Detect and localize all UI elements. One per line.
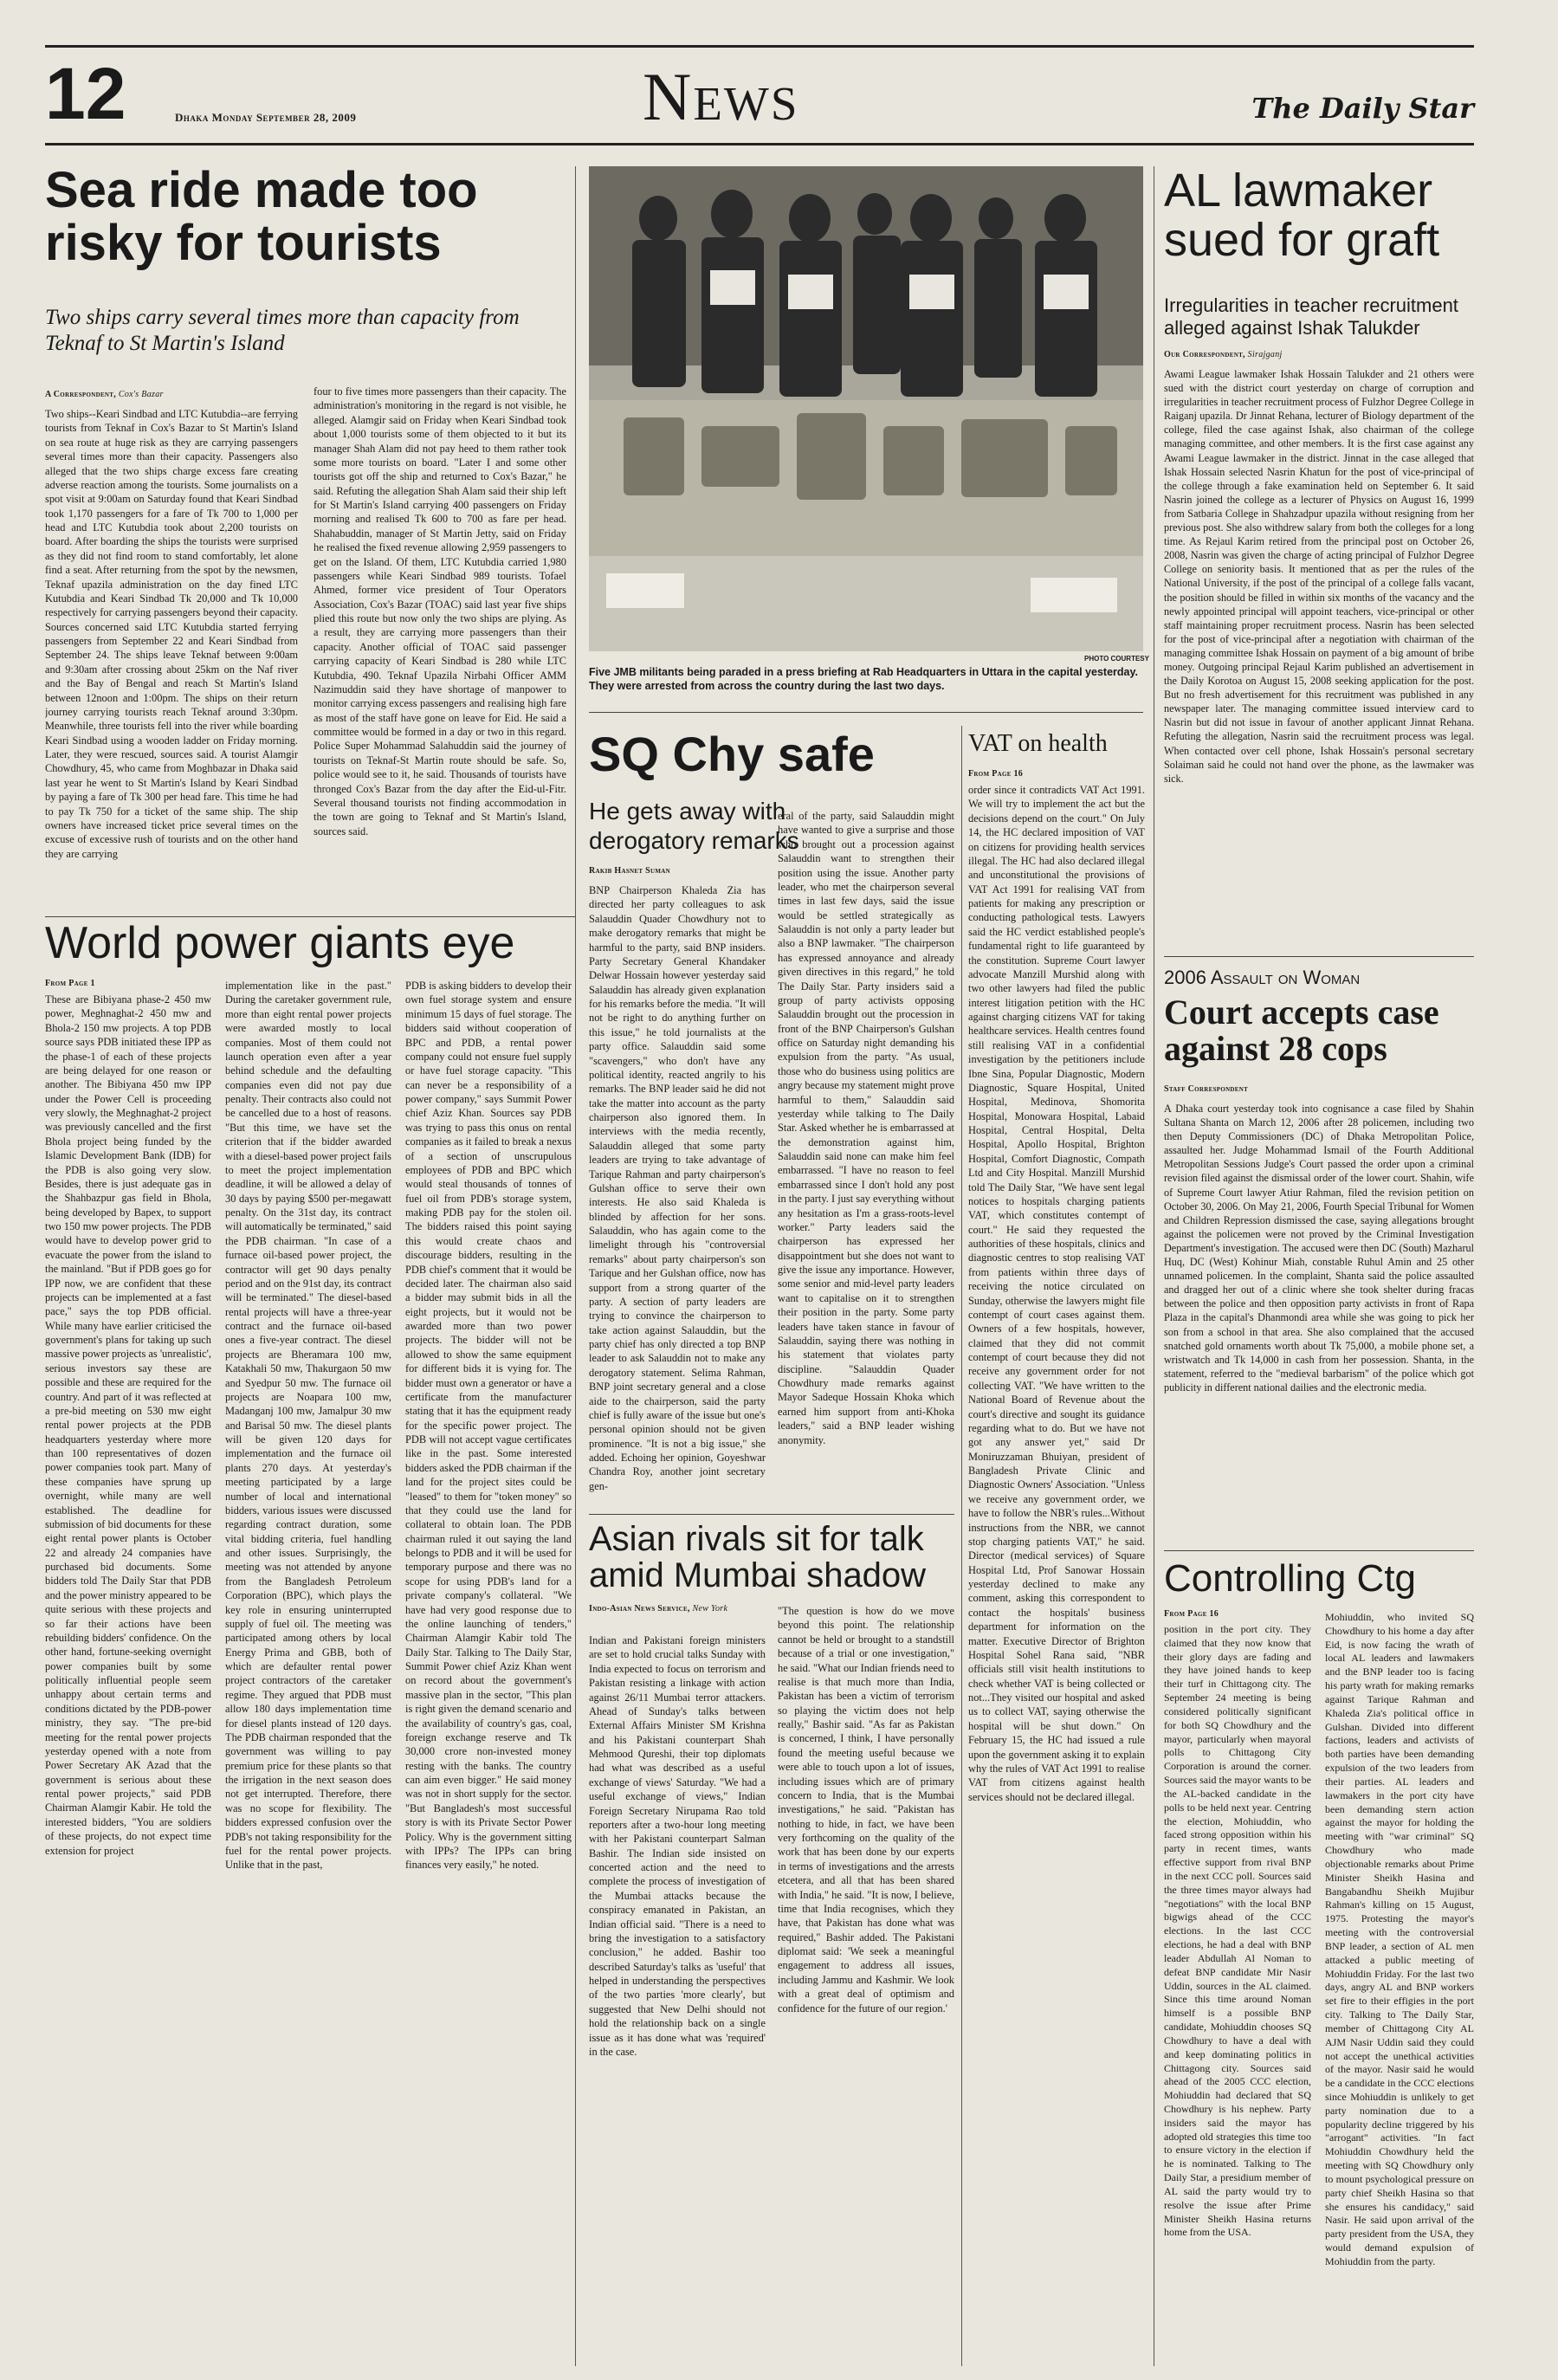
world-from: From Page 1	[45, 979, 95, 988]
al-byline-place: Sirajganj	[1247, 350, 1283, 359]
world-column-3: PDB is asking bidders to develop their own fuel storage system and ensure minimum 15 days of fuel storage. The bidders said without cooperation of BPC and PDB, a rental power company could not ensure fuel supply or have fuel storage capacity. "This can never be a responsibility of a power company," says Summit Power chief Aziz Khan. Sources say PDB was trying to pass this onus on rental companies as it failed to break a nexus of a section of unscrupulous employees of PDB and BPC which would steal thousands of tonnes of fuel oil from PDB's storage system, making PDB pay for the stolen oil. The bidders raised this point saying this would create chaos and discourage bidders, resulting in the PDB chief's comment that it would be decided later. The chairman also said a bidder may submit bids in all the eight projects, but it would not be awarded more than two power projects. The bidder will not be allowed to show the same equipment for different bids it is vying for. The bidder must own a generator or have a certificate from the manufacturer stating that it has the equipment ready for the specific power project. The PDB will not accept vague certificates like in the past. Some interested bidders asked the PDB chairman if the land for the project sites could be "leased" to them for "token money" so that they could use the land for collateral to obtain loan. The PDB chairman ruled it out saying the land belongs to PDB and it will be used for temporary purpose and there was no scope for using PDB's land for a private company's collateral. "We have had very good response due to the online launching of tenders," Chairman Alamgir Kabir told The Daily Star. Talking to The Daily Star, Summit Power chief Aziz Khan went on record about the government's massive plan in the sector, "This plan is right given the demand scenario and the availability of country's gas, coal, foreign exchange reserve and Tk 30,000 crore non-invested money resting with the banks. The country can aim even bigger." He said money was not in short supply for the sector. "But Bangladesh's most successful story is with its Private Sector Power Policy. Why is the government sitting with IPPs? The IPPs can bring finances very easily," he noted.	[405, 980, 572, 1872]
cops-kicker: 2006 Assault on Woman	[1164, 967, 1361, 988]
rule-under-caption	[589, 712, 1143, 713]
sq-headline: SQ Chy safe	[589, 727, 875, 781]
newspaper-page	[45, 45, 1474, 2349]
dateline: Dhaka Monday September 28, 2009	[175, 111, 357, 124]
paper-name: The Daily Star	[1251, 92, 1474, 125]
world-column-2: implementation like in the past." During the caretaker government rule, more than eight rental power projects were awarded mostly to local companies. Most of them could not launch operation even after a year behind schedule and the defaulting companies even did not pay due penalty. Their contracts also could not be cancelled due to a host of reasons. "But this time, we have set the criterion that if the bidder awarded with a diesel-based power project fails to meet the project implementation deadline, it will be allowed a delay of 30 days by paying $500 per-megawatt penalty. On the 31st day, its contract will automatically be terminated," said the PDB chairman. "In case of a furnace oil-based power project, the contractor will get 90 days penalty period and on the 91st day, its contract will be terminated." The diesel-based rental projects will have a three-year contract and the furnace oil-based ones a five-year contract. The diesel projects are Bheramara 100 mw, Katakhali 50 mw, Thakurgaon 50 mw and Syedpur 50 mw. The furnace oil projects are Noapara 100 mw, Madanganj 100 mw, Jamalpur 30 mw and Barisal 50 mw. The diesel plants will be given 120 days for implementation and the furnace oil plants 270 days. At yesterday's meeting participated by a large number of local and international bidders, various issues were discussed regarding contract duration, some vital bidding criteria, fuel handling and other issues. Surprisingly, the meeting was not attended by anyone from the Bangladesh Petroleum Corporation (BPC), which plays the key role in ensuring uninterrupted supply of fuel oil. The meeting was participated among others by local Energy Prima and GBB, both of which are defaulter rental power project contractors of the caretaker regime. They argued that PDB must allow 180 days implementation time for diesel plants instead of 120 days. The PDB chairman responded that the government was willing to pay premium price for these plants so that the irrigation in the next season does not get interrupted. Therefore, there was no scope for flexibility. The bidders expressed confusion over the PDB's not taking responsibility for the fuel for the rental power projects. Unlike that in the past,	[225, 980, 391, 1872]
sea-column-2: four to five times more passengers than their capacity. The administration's monitoring in the regard is not visible, he alleged. Alamgir said on Friday when Keari Sindbad took about 1,000 tourists some of them objected to it but its manager Shah Alam did not pay heed to them rather took some more tourists on board. "Later I and some other tourists got off the ship and returned to Cox's Bazar," he said. Refuting the allegation Shah Alam said their ship left for St Martin's Island carrying 400 passengers on Friday morning and realised Tk 600 to 700 as fare per head. Shahabuddin, manager of St Martin Jetty, said on Friday he realised the fixed revenue allowing 2,959 passengers to get on the Island. Of them, LTC Kutubdia carried 1,980 passengers while Keari Sindbad 989 tourists. Tofael Ahmed, former vice president of Tour Operators Association, Cox's Bazar (TOAC) said last year five ships plied this route but now only the two ships are plying. As a result, they are carrying more passengers than their capacity. Another official of TOAC said passenger carrying capacity of Keari Sindbad is 280 while LTC Kutubdia, 490. Teknaf Upazila Nirbahi Officer AMM Nazimuddin said they have shortage of manpower to monitor carrying excess passengers and realising high fare as most of the staff have gone on leave for Eid. He said a committee would be formed in a day or two in this regard. Police Super Mohammad Salahuddin said the journey of tourists on Teknaf-St Martin route should be safe. So, police would see to it, he said. Thousands of tourists have thronged Cox's Bazar from the day after the Eid-ul-Fitr. Several thousand tourists not finding accommodation in the town are going to Teknaf and St Martin's Island, sources said.	[314, 385, 566, 838]
militants-photo	[589, 166, 1143, 651]
asian-column-2: "The question is how do we move beyond this point. The relationship cannot be held or brought to a standstill because of a trial or one investigation," he said. "What our Indian friends need to realise is that much more than India, Pakistan has been a victim of terrorism so playing the victim does not help really," Bashir said. "As far as Pakistan is concerned, I think, I have personally found the meeting useful because we were able to touch upon a lot of issues, including issues which are of primary concern to India, that is the Mumbai investigations," he said. "Pakistan has nothing to hide, in fact, we have been very forthcoming on the quality of the work that has been done by our experts in terms of investigations and the arrests etcetera, and all that has been shared with India," he said. "It is now, I believe, time that India recognises, which they have, that Pakistan has done what was required," Bashir added. The Pakistani diplomat said: 'We seek a meaningful engagement to address all issues, including Jammu and Kashmir. We look with a great deal of optimism and confidence for the future of our region.'	[778, 1605, 954, 2015]
rule-under-cops	[1164, 1550, 1474, 1551]
rule-above-asian	[589, 1514, 954, 1515]
column-rule-left	[575, 166, 576, 2366]
sea-byline-place: Cox's Bazar	[118, 390, 164, 399]
vat-column: order since it contradicts VAT Act 1991. We will try to implement the act but the decisions depend on the court." On July 14, the HC declared imposition of VAT on citizens for providing health services illegal. The HC had also declared illegal and unconstitutional the provisions of VAT Act 1991 for realising VAT from patients for making any prescription or conducting pathological tests. Lawyers said the HC verdict established people's fundamental right to life guaranteed by the constitution. Supreme Court lawyer advocate Manzill Murshid along with two other lawyers had filed the public interest litigation petition with the HC against charging citizens VAT for taking healthcare services. Health centres found still realising VAT in a confidential investigation by the petitioners include Ibne Sina, Popular Diagnostic, Modern Diagnostic, Square Hospital, United Hospital, Medinova, Shomorita Hospital, Monowara Hospital, Labaid Hospital, Central Hospital, Delta Hospital, Apollo Hospital, Brighton Hospital, Comfort Diagnostic, Compath Ltd and City Hospital. Manzill Murshid told The Daily Star, "We have sent legal notices to hospitals charging patients VAT, which constitutes contempt of court." He said they requested the authorities of these hospitals, clinics and diagnostic centres to stop realising VAT from patients within three days of receiving the notice circulated on Sunday, otherwise the lawyers might file contempt of court cases against them. Owners of a few hospitals, however, claimed that they did not commit contempt of court because they did not receive any government order for not collecting VAT. "We have written to the National Board of Revenue about the court's directive and sought its guidance regarding what to do. But we have not got any answer yet," said Dr Moniruzzaman Bhuiyan, president of Bangladesh Private Clinic and Diagnostic Owners' Association. "Unless we receive any government order, we have to follow the NBR's rules...Without instructions from the NBR, we cannot stop charging patients VAT," he said. Director (medical services) of Square Hospital Ltd, Prof Sanowar Hossain yesterday declined to make any comment, asking this correspondent to contact the hospitals' business department for information on the matter. Executive Director of Brighton Hospital Sohel Rana said, "NBR officials still visit health institutions to check whether VAT is being collected or not...They visited our hospital and asked us to collect VAT, saying otherwise the hospital will be shut down." On February 15, the HC had issued a rule upon the government asking it to explain why the rules of VAT Act 1991 to realise VAT from citizens against health services should not be declared illegal.	[968, 784, 1145, 1803]
ctg-column-1: position in the port city. They claimed that they now know that their glory days are fading and they have joined hands to keep their turf in Chittagong city. The September 24 meeting is being considered politically significant for both SQ Chowdhury and the mayor, particularly when mayoral polls to Chittagong City Corporation is around the corner. Sources said the mayor wants to be the AL-backed candidate in the polls to be held next year. Centring the election, Mohiuddin, who faced strong opposition within his party in recent times, wants effective support from rival BNP in the next CCC poll. Sources said the three times mayor always had "negotiations" with the local BNP bigwigs ahead of the CCC elections. In the last CCC elections, he had a deal with BNP leader Abdullah Al Noman to defeat BNP candidate Mir Nasir Uddin, sources in the AL claimed. Since this time around Noman himself is a possible BNP candidate, Mohiuddin chooses SQ Chowdhury to have a deal with and keep dominating politics in Chittagong city. Sources said ahead of the 2005 CCC election, Mohiuddin had declared that SQ Chowdhury is his nephew. Party insiders said the mayor has adopted old strategies this time too to ensure victory in the election if he is nominated. Talking to The Daily Star, a presidium member of AL said the party would try to resolve the issue after Prime Minister Sheikh Hasina returns home from the USA.	[1164, 1623, 1311, 2239]
world-headline: World power giants eye	[45, 918, 515, 968]
sea-byline	[45, 390, 164, 399]
masthead	[45, 50, 1474, 146]
section-title: News	[643, 59, 799, 134]
cops-headline: Court accepts case against 28 cops	[1164, 993, 1439, 1068]
sq-column-2: eral of the party, said Salauddin might have wanted to give a surprise and those who brought out a procession against Salauddin want to strengthen their position using the issue. Another party leader, who met the chairperson several times in last few days, said the issue would be settled strategically as Salauddin is not only a party leader but also a BNP lawmaker. "The chairperson has expressed annoyance and already given directives in this regard," he told The Daily Star. Party insiders said a group of party activists opposing Salauddin brought out the procession in front of the BNP Chairperson's Gulshan office on Saturday night demanding his expulsion from the party. "As usual, those who do business using politics are angry because my statement might prove harmful to them," Salauddin said yesterday while talking to The Daily Star. Asked whether he is embarrassed at the demonstration against him, Salauddin said none can make him feel embarrassed. "I have no reason to feel embarrassed since I don't hold any post in the party. I just say everything without any hesitation as I'm a grass-roots-level worker." Party leaders said the chairperson has expressed her disappointment but she does not want to give the issue any importance. However, some senior and mid-level party leaders want to capitalise on it to strengthen their position in the party. Some party leaders have taken stance in favour of Salauddin, saying there was nothing in his statement that violates party discipline. "Salauddin Quader Chowdhury made remarks against Mayor Sadeque Hossain Khoka which earned him support from anti-Khoka leaders," said a BNP leader wishing anonymity.	[778, 810, 954, 1446]
vat-from: From Page 16	[968, 769, 1024, 779]
rule-above-world	[45, 916, 575, 917]
page-number: 12	[45, 53, 126, 134]
photo-caption: Five JMB militants being paraded in a press briefing at Rab Headquarters in Uttara in the capital yesterday. They were arrested from across the country during the last two days.	[589, 666, 1138, 693]
sea-column-1: Two ships--Keari Sindbad and LTC Kutubdia--are ferrying tourists from Teknaf in Cox's Bazar to St Martin's Island on sea route at huge risk as they are carrying passengers several times more than their capacity. Passengers also alleged that the two ships charge excess fare creating adverse reaction among the tourists. Some journalists on a spot visit at 9:00am on Saturday found that Keari Sindbad took 1,170 passengers for a fare of Tk 700 to 1,000 per head and LTC Kutubdia took about 2,200 tourists on board. After boarding the ships the tourists were surprised as they did not find room to stand comfortably, let alone find a seat. After returning from the spot by the newsmen, Teknaf upazila administration on the day fined LTC Kutubdia and Keari Sindbad Tk 20,000 and Tk 10,000 respectively for carrying passengers beyond their capacity. Sources concerned said LTC Kutubdia started ferrying passengers from September 22 and Keari Sindbad from September 24. The ships leave Teknaf between 9:00am and 9:30am after crossing about 25km on the Naf river and the Bay of Bengal and reach St Martin's Island between 12noon and 1:00pm. The ships on their return journey carrying tourists reach Teknaf around 3:30pm. Meanwhile, three tourists fell into the river while boarding Keari Sindbad using a wooden ladder on Friday morning. Later, they were rescued, sources said. A tourist Alamgir Chowdhury, 45, who came from Moghbazar in Dhaka said last year he went to St Martin's Island by Keari Sindbad by paying a fare of Tk 300 per head fare. This time he had to pay Tk 750 for a ticket of the same ship. The ship owners have increased ticket price several times on the excuse of excessive rush of tourists and on the other hand they are carrying	[45, 408, 298, 860]
ctg-headline: Controlling Ctg	[1164, 1557, 1417, 1600]
asian-byline-name: Indo-Asian News Service,	[589, 1604, 690, 1614]
al-byline-name: Our Correspondent,	[1164, 350, 1245, 359]
al-headline: AL lawmaker sued for graft	[1164, 165, 1440, 266]
sq-byline: Rakib Hasnet Suman	[589, 866, 670, 876]
vat-headline: VAT on health	[968, 730, 1108, 757]
sq-deck: He gets away with derogatory remarks	[589, 798, 799, 854]
sea-deck: Two ships carry several times more than capacity from Teknaf to St Martin's Island	[45, 306, 520, 355]
asian-byline-place: New York	[692, 1604, 728, 1614]
column-rule-mid	[961, 726, 962, 2366]
sq-column-1: BNP Chairperson Khaleda Zia has directed her party colleagues to ask Salauddin Quader Chowdhury not to make derogatory remarks that might be harmful to the party, said BNP insiders. Party Secretary General Khandaker Delwar Hossain however yesterday said Salauddin has already given explanation for his remarks before the media. "It will not be right to do anything further on this issue," he told journalists at the party office. Salauddin said some "scavengers," who don't have any political identity, reacted angrily to his remarks. The BNP leader said he did not take the matter into account as the party chairperson also ignored them. In interviews with the media recently, Salauddin alleged that some party leaders are trying to take advantage of Tarique Rahman and party chairperson's Gulshan office to serve their own interests. He also said Khaleda is blinded by affection for her sons. Salauddin, who has again come to the limelight through his "controversial remarks" about party chairperson's son Tarique and her Gulshan office, now has support from a strong quarter of the party. A section of party leaders are trying to convince the chairperson to take action against Salauddin, but the party chief has only directed a top BNP leader to ask Salauddin not to make any derogatory statement. Selima Rahman, BNP joint secretary general and a close aide to the chairperson, said the party chief is fully aware of the issue but one's personal opinion should not be given prominence. "It is not a big issue," she added. Echoing her opinion, Goyeshwar Chandra Roy, another joint secretary gen-	[589, 884, 766, 1492]
sea-byline-name: A Correspondent,	[45, 390, 117, 399]
al-deck: Irregularities in teacher recruitment alleged against Ishak Talukder	[1164, 294, 1458, 340]
photo-illustration	[589, 166, 1143, 651]
top-rule	[45, 45, 1474, 48]
sea-headline: Sea ride made too risky for tourists	[45, 162, 478, 271]
asian-column-1: Indian and Pakistani foreign ministers are set to hold crucial talks Sunday with India expected to focus on terrorism and Pakistan resisting a linkage with action against 26/11 Mumbai terror attackers. Ahead of Sunday's talks between External Affairs Minister SM Krishna and his Pakistani counterpart Shah Mehmood Qureshi, their top diplomats had what was described as a useful exchange of views' Saturday. "We had a useful exchange of views," Indian Foreign Secretary Nirupama Rao told reporters after a two-hour long meeting with her Pakistani counterpart Salman Bashir. The Indian side insisted on concerted action and the need to complete the process of investigation of the Mumbai attacks because the conspiracy emanated in Pakistan, an Indian official said. "There is a need to bring the investigation to a satisfactory conclusion," he added. Bashir too described Saturday's talks as 'useful' that helped in understanding the perspectives of the two parties 'more clearly', but suggested that New Delhi should not hold the relationship back on a single issue as it has done what was 'required' in the case.	[589, 1634, 766, 2058]
cops-byline: Staff Correspondent	[1164, 1084, 1249, 1094]
rule-under-al	[1164, 956, 1474, 957]
cops-body: A Dhaka court yesterday took into cognisance a case filed by Shahin Sultana Shanta on March 12, 2006 after 28 policemen, including two then Deputy Commissioners (DC) of Dhaka Metropolitan Police, assaulted her. Judge Mohammad Ismail of the Fourth Additional Metropolitan Sessions Judge's Court passed the order upon a criminal revision filed against the dismissal order of the lower court. Shahin, wife of Supreme Court lawyer Atiur Rahman, filed the revision petition on October 30, 2006. On May 21, 2006, Fourth Special Tribunal for Women and Children Repression dismissed the case, saying allegations brought against the policemen were not proved by the Criminal Investigation Department's investigation. The accused were then DC (South) Mazharul Huq, DC (West) Kohinur Miah, constable Ruhul Amin and 25 other unnamed policemen. In the complaint, Shanta said the police assaulted and dragged her out of a clinic where she took shelter during fracas between the police and then opposition party activists in front of Rapa Plaza in the capital's Dhanmondi area while she was going to pick her son from a school in that area. She also complained that the accused snatched gold ornaments worth about Tk 75,000, a mobile phone set, a wristwatch and Tk 14,000 in cash from her possession. Shanta, in the statement, referred to the "medieval barbarism" of the police which got publicity in different national dailies and the electronic media.	[1164, 1103, 1474, 1394]
asian-headline: Asian rivals sit for talk amid Mumbai shadow	[589, 1520, 927, 1594]
asian-byline	[589, 1604, 727, 1614]
al-body: Awami League lawmaker Ishak Hossain Talukder and 21 others were sued with the district court yesterday on charge of corruption and irregularities in teacher recruitment process of Fulzhor Degree College in Raiganj upazila. Dr Jinnat Rehana, lecturer of Biology department of the college, filed the case against Ishak, also chairman of the college managing committee, and other members. It is the first case against any Awami League lawmaker in the district. Jinnat in the case alleged that Ishak Hossain selected Nasrin Khatun for the post of vice-principal of the college through a fake examination held on September 6. It said Nasrin joined the college as a lecturer of Physics on August 16, 1999 from Satbaria College in Shahzadpur upazila without resigning from her previous post. She also withdrew salary from both the colleges for a long time. As Rejaul Karim retired from the principal post on October 26, 2008, Nasrin was given the charge of acting principal of Fulzhor Degree College on seniority basis. It mentioned that as per the rules of the National University, if the post of the principal of a college falls vacant, the position should be filled in within six months of the vacancy and the newly appointed principal will appoint teachers, vice-principal or other staff maintaining proper recruitment process. Nasrin has been selected for the post of vice-principal after a negotiation with chairman of the managing committee Ishak Hossain on payment of a big amount of bribe money. Outgoing principal Rejaul Karim published an advertisement in the Daily Korotoa on August 15, 2008 seeking application for the post. But no fresh advertisement for this recruitment was published in any newspaper later. The managing committee issued interview card to Nasrin but did not issue in favour of another applicant Jinnat Rehana. Refuting the allegation, Nasrin said the recruitment process was legal. When contacted over cell phone, Ishak Hossain's personal secretary Solaiman said he could not hand over the phone, as the lawmaker was sick.	[1164, 368, 1474, 785]
ctg-column-2: Mohiuddin, who invited SQ Chowdhury to his home a day after Eid, is now facing the wrath of local AL leaders and lawmakers and the BNP leader too is facing his party wrath for making remarks against Tarique Rahman and Khaleda Zia's political office in Gulshan. Divided into different factions, leaders and activists of both parties have been demanding expulsion of the two leaders from their parties. AL leaders and lawmakers in the port city have been demanding stern action against the mayor for holding the meeting with "war criminal" SQ Chowdhury who made objectionable remarks about Prime Minister Sheikh Hasina and Bangabandhu Sheikh Mujibur Rahman's killing on 15 August, 1975. Protesting the mayor's meeting with the controversial BNP leader, a section of AL men attacked a public meeting of Mohiuddin Friday. For the last two days, angry AL and BNP workers set fire to their effigies in the port city. Talking to The Daily Star, member of Chittagong City AL AJM Nasir Uddin said they could not accept the unethical activities of the mayor. Nasir said he would be a candidate in the CCC elections since Mohiuddin is unlikely to get party nomination due to a popularity decline triggered by his "arrogant" activities. "In fact Mohiuddin Chowdhury held the meeting with SQ Chowdhury only to mount psychological pressure on party chief Sheikh Hasina so that she ensures his candidacy," said Nasir. He said upon arrival of the party president from the USA, they would demand expulsion of Mohiuddin from the party.	[1325, 1611, 1474, 2267]
world-column-1: These are Bibiyana phase-2 450 mw power, Meghnaghat-2 450 mw and Bhola-2 150 mw projects. A top PDB source says PDB initiated these IPP as the phase-1 of each of these projects are being delayed for one reason or another. The Bibiyana 450 mw IPP under the Power Cell is proceeding very slowly, the Meghnaghat-2 project was previously cancelled and the first Bhola project being funded by the Islamic Development Bank (IDB) for the PDB is also going very slow. Besides, there is just adequate gas in the Shahbazpur gas field in Bhola, being developed by Bapex, to support two 150 mw power projects. The PDB would have to develop power grid to evacuate the power from the island to the mainland. "But if PDB goes go for IPP now, we are confident that these projects can be implemented at a fast pace," says the top PDB official. While many have earlier criticised the government's plans for taking up such massive power projects as 'unrealistic', serious investors say these are possible and these are required for the country. And part of it was reflected at a pre-bid meeting on 530 mw eight rental power projects at the PDB headquarters yesterday where more than 100 representatives of dozen power companies took part. Many of these companies have sprung up overnight, while many are well established. The deadline for submission of bid documents for these eight rental power plants is October 22 and already 24 companies have purchased bid documents. Some bidders told The Daily Star that PDB and the power ministry appeared to be quite serious with these projects and so far their actions have been rebuilding bidders' confidence. On the other hand, fortune-seeking overnight power companies built by some politically influential people seem unhappy about certain terms and conditions dictated by the PDB-power ministry, they say. "The pre-bid meeting for the rental power projects yesterday opened with a note from Power Secretary AK Azad that the government is serious about these rental power projects," said PDB Chairman Alamgir Kabir. He told the interested bidders, "You are soldiers of these projects, do not expect time extension for project	[45, 993, 211, 1857]
al-byline	[1164, 350, 1283, 359]
ctg-from: From Page 16	[1164, 1609, 1219, 1619]
photo-credit: PHOTO COURTESY	[1084, 655, 1149, 663]
